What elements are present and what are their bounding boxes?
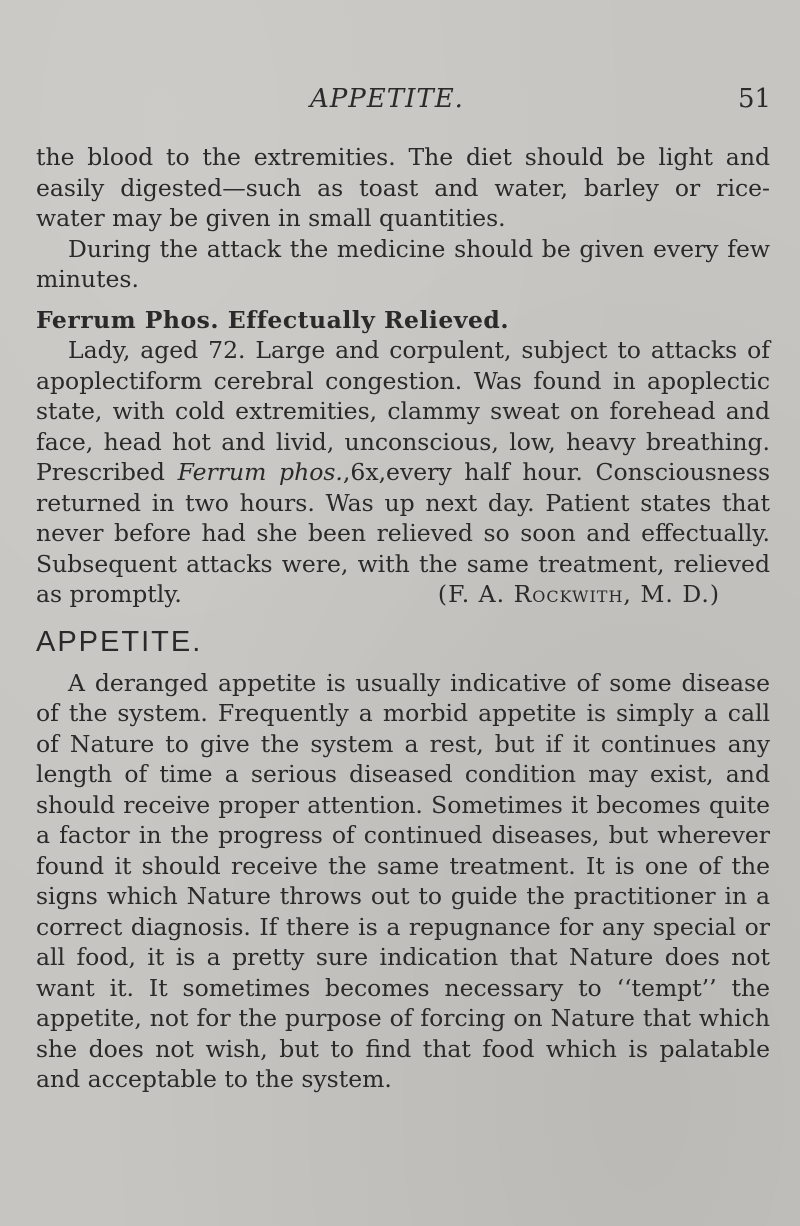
running-head	[0, 84, 800, 124]
paragraph-appetite: A deranged appetite is usually indicative of some disease of the system. Frequently a morbid appetite is simply a call of Nature to give the system a rest, but if it continues any length of time a serious diseased condition may exist, and should receive proper attention. Sometimes it becomes quite a factor in the progress of continued diseases, but wherever found it should receive the same treatment. It is one of the signs which Nature throws out to guide the practitioner in a correct diagnosis. If there is a repugnance for any special or all food, it is a pretty sure indication that Nature does not want it. It sometimes becomes necessary to ‘‘tempt’’ the appetite, not for the purpose of forcing on Nature that which she does not wish, but to find that food which is palatable and acceptable to the system.	[36, 668, 770, 1093]
case-heading-text: Ferrum Phos. Effectually Relieved.	[36, 305, 510, 334]
case-credit	[406, 579, 720, 610]
paragraph-continuation: the blood to the extremities. The diet should be light and easily digested—such as toast and water, barley or rice-water may be given in small quantities.	[36, 143, 770, 232]
case-report	[36, 335, 770, 610]
chapter-heading: APPETITE.	[36, 625, 203, 658]
credit-name: Rockwith	[513, 580, 624, 608]
case-report-text-end: ,6x,every half hour. Consciousness returned in two hours. Was up next day. Patient states that never before had she been relieved so soon and effectually. Subsequent attacks were, with the same treatment, relieved as promptly.	[36, 458, 771, 608]
running-title: APPETITE.	[310, 84, 464, 114]
case-heading	[36, 305, 770, 336]
drug-name: Ferrum phos.	[177, 458, 343, 486]
case-report-text-start: Lady, aged 72. Large and corpulent, subject to attacks of apoplectiform cerebral congestion. Was found in apoplectic state, with cold extremities, clammy sweat on forehead and face, head hot and livid, unconscious, low, heavy breathing. Prescribed	[36, 336, 770, 486]
paragraph-attack-instructions: During the attack the medicine should be given every few minutes.	[36, 234, 770, 293]
credit-open: (F. A.	[437, 580, 514, 608]
credit-close: , M. D.)	[623, 580, 720, 608]
body-text	[36, 142, 770, 1095]
page-number: 51	[738, 84, 772, 114]
